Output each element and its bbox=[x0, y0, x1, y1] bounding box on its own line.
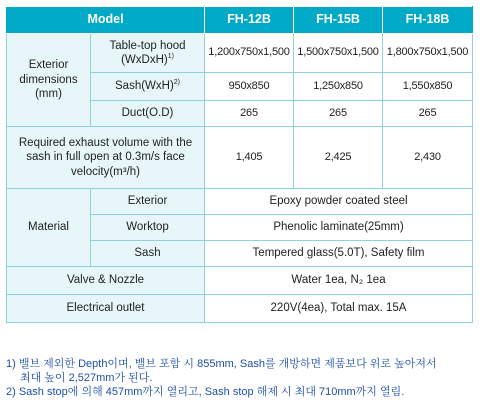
electrical-outlet-value: 220V(4ea), Total max. 15A bbox=[205, 295, 473, 323]
material-exterior-label: Exterior bbox=[91, 189, 205, 215]
footnote-1-line-2: 최대 높이 2,527mm가 된다. bbox=[20, 372, 153, 384]
material-exterior-value: Epoxy powder coated steel bbox=[205, 189, 473, 215]
material-exterior-row bbox=[7, 189, 473, 215]
valve-nozzle-value: Water 1ea, N₂ 1ea bbox=[205, 267, 473, 295]
material-worktop-value: Phenolic laminate(25mm) bbox=[205, 215, 473, 241]
exhaust-volume-row bbox=[7, 127, 473, 189]
footnote-2: 2) Sash stop에 의해 457mm까지 열리고, Sash stop 해제 시 최대 710mm까지 열림. bbox=[6, 386, 405, 398]
electrical-outlet-row bbox=[7, 295, 473, 323]
exhaust-value-15b: 2,425 bbox=[294, 127, 383, 189]
sash-value-12b: 950x850 bbox=[205, 73, 294, 101]
table-top-label-text: Table-top hood (WxDxH) bbox=[109, 39, 186, 66]
model-header: Model bbox=[7, 7, 205, 34]
footnote-ref-2: 2) bbox=[173, 79, 181, 87]
model-fh-12b-header: FH-12B bbox=[205, 7, 294, 34]
table-top-value-18b: 1,800x750x1,500 bbox=[383, 34, 473, 73]
sash-dimension-label-text: Sash(WxH) bbox=[115, 80, 174, 93]
header-row bbox=[7, 7, 473, 34]
exhaust-value-12b: 1,405 bbox=[205, 127, 294, 189]
duct-value-15b: 265 bbox=[294, 101, 383, 127]
electrical-outlet-label: Electrical outlet bbox=[7, 295, 205, 323]
model-fh-15b-header: FH-15B bbox=[294, 7, 383, 34]
footnote-ref-1: 1) bbox=[167, 53, 174, 61]
footnotes bbox=[6, 357, 478, 399]
model-fh-18b-header: FH-18B bbox=[383, 7, 473, 34]
table-top-value-12b: 1,200x750x1,500 bbox=[205, 34, 294, 73]
exhaust-value-18b: 2,430 bbox=[383, 127, 473, 189]
exterior-dimensions-label: Exterior dimensions (mm) bbox=[7, 34, 91, 127]
sash-dimension-label bbox=[91, 73, 205, 101]
spec-table bbox=[6, 6, 473, 323]
table-top-value-15b: 1,500x750x1,500 bbox=[294, 34, 383, 73]
sash-value-15b: 1,250x850 bbox=[294, 73, 383, 101]
material-sash-label: Sash bbox=[91, 241, 205, 267]
exhaust-volume-label: Required exhaust volume with the sash in full open at 0.3m/s face velocity(m³/h) bbox=[7, 127, 205, 189]
material-label: Material bbox=[7, 189, 91, 267]
valve-nozzle-row bbox=[7, 267, 473, 295]
material-worktop-label: Worktop bbox=[91, 215, 205, 241]
duct-value-12b: 265 bbox=[205, 101, 294, 127]
valve-nozzle-label: Valve & Nozzle bbox=[7, 267, 205, 295]
sash-value-18b: 1,550x850 bbox=[383, 73, 473, 101]
duct-label: Duct(O.D) bbox=[91, 101, 205, 127]
duct-value-18b: 265 bbox=[383, 101, 473, 127]
material-sash-value: Tempered glass(5.0T), Safety film bbox=[205, 241, 473, 267]
table-top-row bbox=[7, 34, 473, 73]
table-top-label bbox=[91, 34, 205, 73]
footnote-1-line-1: 1) 밸브 제외한 Depth이며, 밸브 포함 시 855mm, Sash를 개방하면 제품보다 위로 높아져서 bbox=[6, 358, 437, 370]
